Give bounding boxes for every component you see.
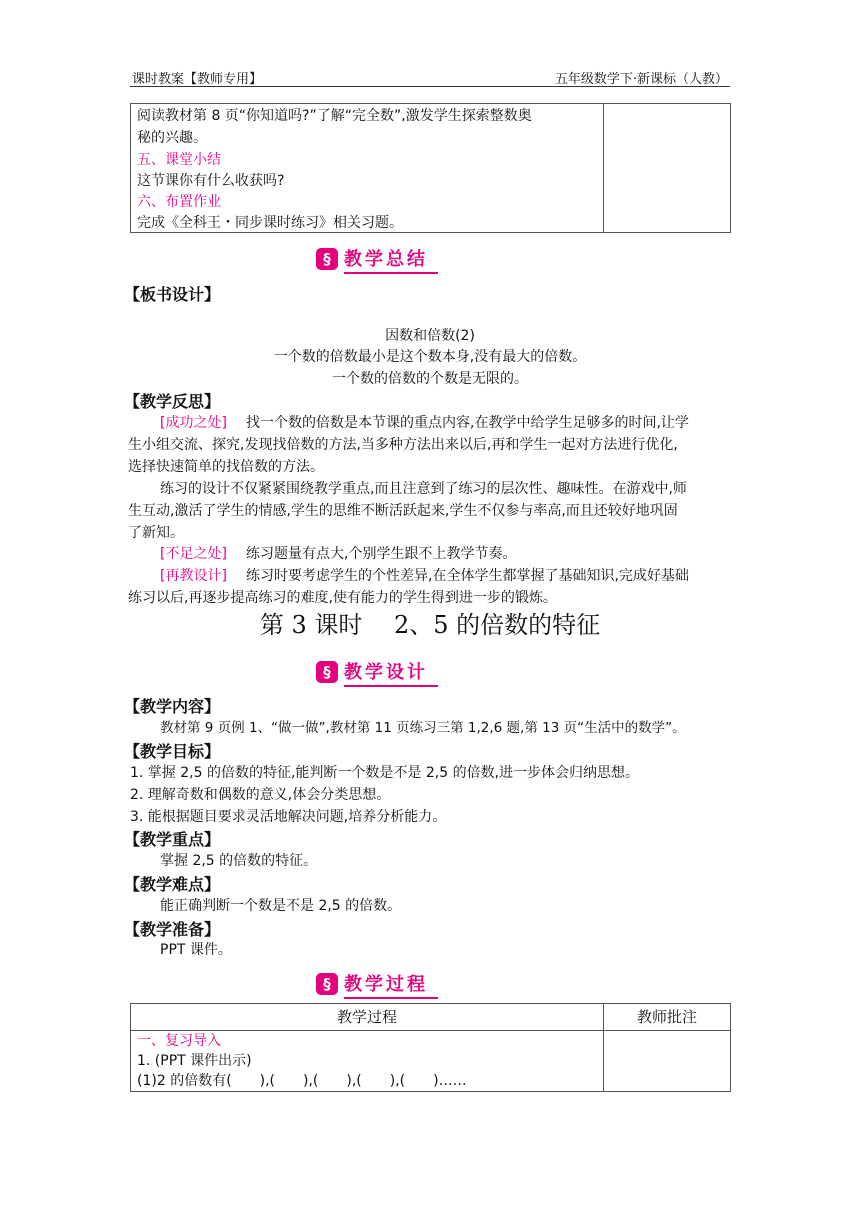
table2-line: (1)2 的倍数有( ),( ),( ),( ),( )…… (137, 1073, 467, 1089)
teaching-process-badge (316, 970, 438, 998)
content-text: 教材第 9 页例 1、“做一做”,教材第 11 页练习三第 1,2,6 题,第 13 页“生活中的数学”。 (160, 720, 686, 736)
key-point-text: 掌握 2,5 的倍数的特征。 (160, 853, 318, 869)
board-design-heading: 【板书设计】 (124, 285, 221, 304)
col-header-notes: 教师批注 (636, 1008, 697, 1026)
key-point-heading: 【教学重点】 (124, 830, 221, 849)
teaching-summary-badge (316, 245, 438, 273)
table2-notes-cell (603, 1030, 731, 1092)
reflection-text: 找一个数的倍数是本节课的重点内容,在教学中给学生足够多的时间,让学 (246, 415, 689, 431)
reflection-text: 练习题量有点大,个别学生跟不上教学节奏。 (246, 546, 517, 562)
badge-label: 教学设计 (344, 658, 438, 687)
section-summary-heading: 五、课堂小结 (137, 152, 221, 168)
content-heading: 【教学内容】 (124, 697, 221, 716)
reflection-text: 练习的设计不仅紧紧围绕教学重点,而且注意到了练习的层次性、趣味性。在游戏中,师 (160, 481, 687, 497)
board-line: 一个数的倍数最小是这个数本身,没有最大的倍数。 (273, 349, 587, 365)
table1-line: 完成《全科王・同步课时练习》相关习题。 (137, 215, 403, 231)
table1-notes-cell (603, 103, 731, 233)
table1-line: 这节课你有什么收获吗? (137, 173, 285, 189)
reflection-heading: 【教学反思】 (124, 392, 221, 411)
preparation-heading: 【教学准备】 (124, 920, 221, 939)
board-title: 因数和倍数(2) (385, 328, 475, 344)
book-logo-icon: § (316, 973, 338, 995)
badge-label: 教学过程 (344, 970, 438, 999)
reflection-text: 选择快速简单的找倍数的方法。 (128, 459, 324, 475)
redesign-tag: [再教设计] (160, 568, 227, 584)
goal-item: 3. 能根据题目要求灵活地解决问题,培养分析能力。 (130, 809, 447, 825)
col-header-process: 教学过程 (336, 1008, 397, 1026)
header-divider (130, 86, 730, 87)
board-line: 一个数的倍数的个数是无限的。 (332, 371, 528, 387)
difficulty-text: 能正确判断一个数是不是 2,5 的倍数。 (160, 898, 402, 914)
goal-item: 2. 理解奇数和偶数的意义,体会分类思想。 (130, 787, 391, 803)
book-logo-icon: § (316, 661, 338, 683)
table1-line: 秘的兴趣。 (137, 130, 207, 146)
review-section-heading: 一、复习导入 (137, 1033, 221, 1049)
reflection-text: 练习以后,再逐步提高练习的难度,使有能力的学生得到进一步的锻炼。 (128, 590, 557, 606)
goals-heading: 【教学目标】 (124, 742, 221, 761)
table1-line: 阅读教材第 8 页“你知道吗?”了解“完全数”,激发学生探索整数奥 (137, 108, 532, 124)
reflection-text: 生互动,激活了学生的情感,学生的思维不断活跃起来,学生不仅参与率高,而且还较好地巩固 (128, 503, 678, 519)
teaching-design-badge (316, 658, 438, 686)
section-homework-heading: 六、布置作业 (137, 194, 221, 210)
goal-item: 1. 掌握 2,5 的倍数的特征,能判断一个数是不是 2,5 的倍数,进一步体会归纳思想。 (130, 765, 640, 781)
badge-label: 教学总结 (344, 245, 438, 274)
preparation-text: PPT 课件。 (160, 942, 232, 958)
success-tag: [成功之处] (160, 415, 227, 431)
lesson-title: 第 3 课时 2、5 的倍数的特征 (259, 611, 601, 639)
header-right: 五年级数学下·新课标（人教） (554, 72, 728, 87)
difficulty-heading: 【教学难点】 (124, 875, 221, 894)
header-left: 课时教案【教师专用】 (132, 72, 263, 87)
table2-line: 1. (PPT 课件出示) (137, 1053, 252, 1069)
book-logo-icon: § (316, 248, 338, 270)
reflection-text: 了新知。 (128, 525, 184, 541)
reflection-text: 生小组交流、探究,发现找倍数的方法,当多种方法出来以后,再和学生一起对方法进行优化, (128, 437, 678, 453)
reflection-text: 练习时要考虑学生的个性差异,在全体学生都掌握了基础知识,完成好基础 (246, 568, 689, 584)
lack-tag: [不足之处] (160, 546, 227, 562)
